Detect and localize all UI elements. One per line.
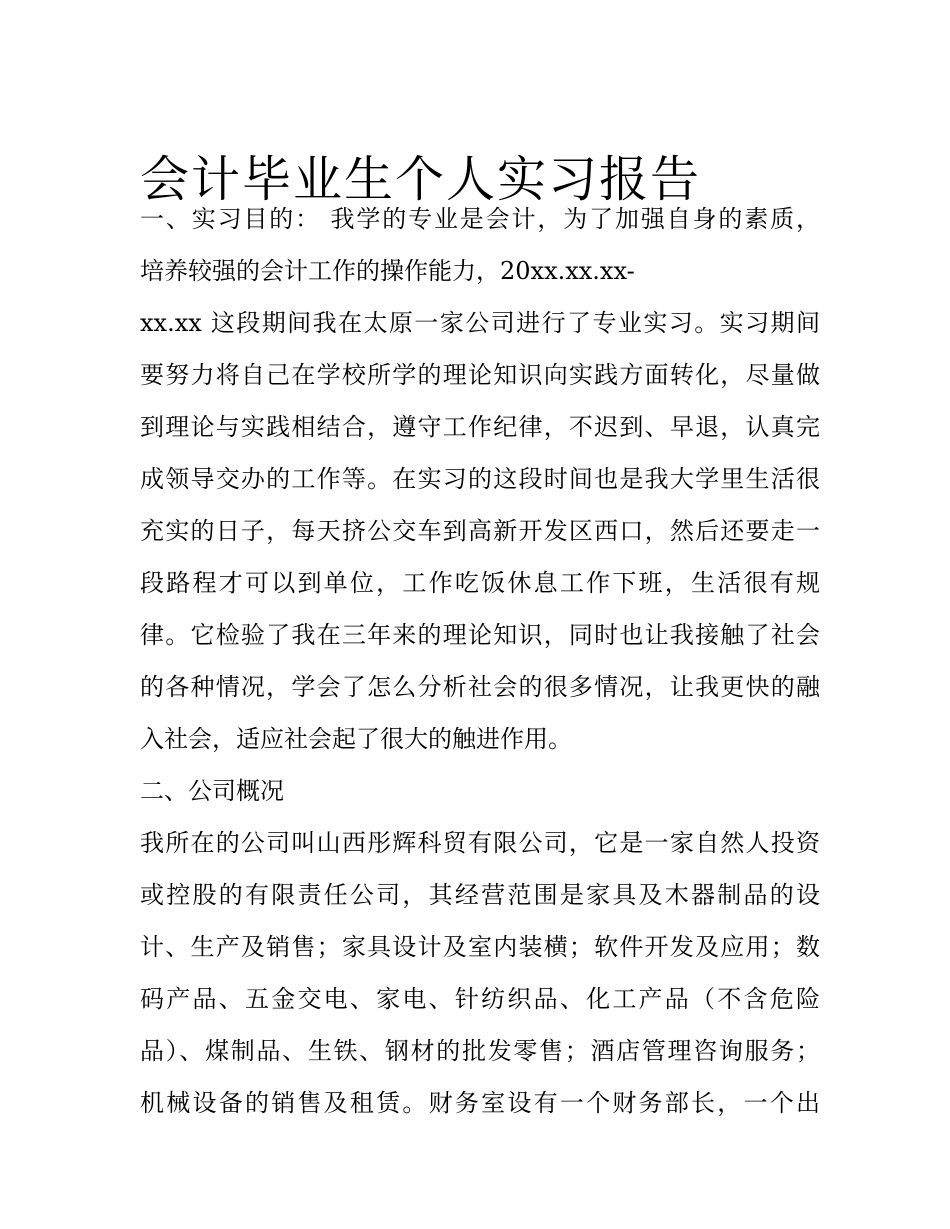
body-line: 一、实习目的： 我学的专业是会计，为了加强自身的素质， [140, 205, 820, 233]
body-line: 机械设备的销售及租赁。财务室设有一个财务部长，一个出 [140, 1089, 820, 1117]
section-heading: 二、公司概况 [140, 777, 284, 805]
document-title: 会计毕业生个人实习报告 [140, 150, 702, 208]
body-line: 到理论与实践相结合，遵守工作纪律，不迟到、早退，认真完 [140, 413, 820, 441]
body-line: 成领导交办的工作等。在实习的这段时间也是我大学里生活很 [140, 465, 820, 493]
body-line: 品）、煤制品、生铁、钢材的批发零售；酒店管理咨询服务； [140, 1037, 820, 1065]
body-line: 培养较强的会计工作的操作能力，20xx.xx.xx- [140, 257, 635, 285]
body-line: xx.xx 这段期间我在太原一家公司进行了专业实习。实习期间 [140, 309, 820, 337]
body-line: 律。它检验了我在三年来的理论知识，同时也让我接触了社会 [140, 621, 820, 649]
document-body [140, 193, 820, 1129]
body-line: 我所在的公司叫山西彤辉科贸有限公司，它是一家自然人投资 [140, 829, 820, 857]
body-line: 要努力将自己在学校所学的理论知识向实践方面转化，尽量做 [140, 361, 820, 389]
body-line: 计、生产及销售；家具设计及室内装横；软件开发及应用；数 [140, 933, 820, 961]
body-line: 入社会，适应社会起了很大的触进作用。 [140, 725, 572, 753]
body-line: 的各种情况，学会了怎么分析社会的很多情况，让我更快的融 [140, 673, 820, 701]
body-line: 或控股的有限责任公司，其经营范围是家具及木器制品的设 [140, 881, 820, 909]
body-line: 充实的日子，每天挤公交车到高新开发区西口，然后还要走一 [140, 517, 820, 545]
body-line: 码产品、五金交电、家电、针纺织品、化工产品（不含危险 [140, 985, 820, 1013]
body-line: 段路程才可以到单位，工作吃饭休息工作下班，生活很有规 [140, 569, 820, 597]
